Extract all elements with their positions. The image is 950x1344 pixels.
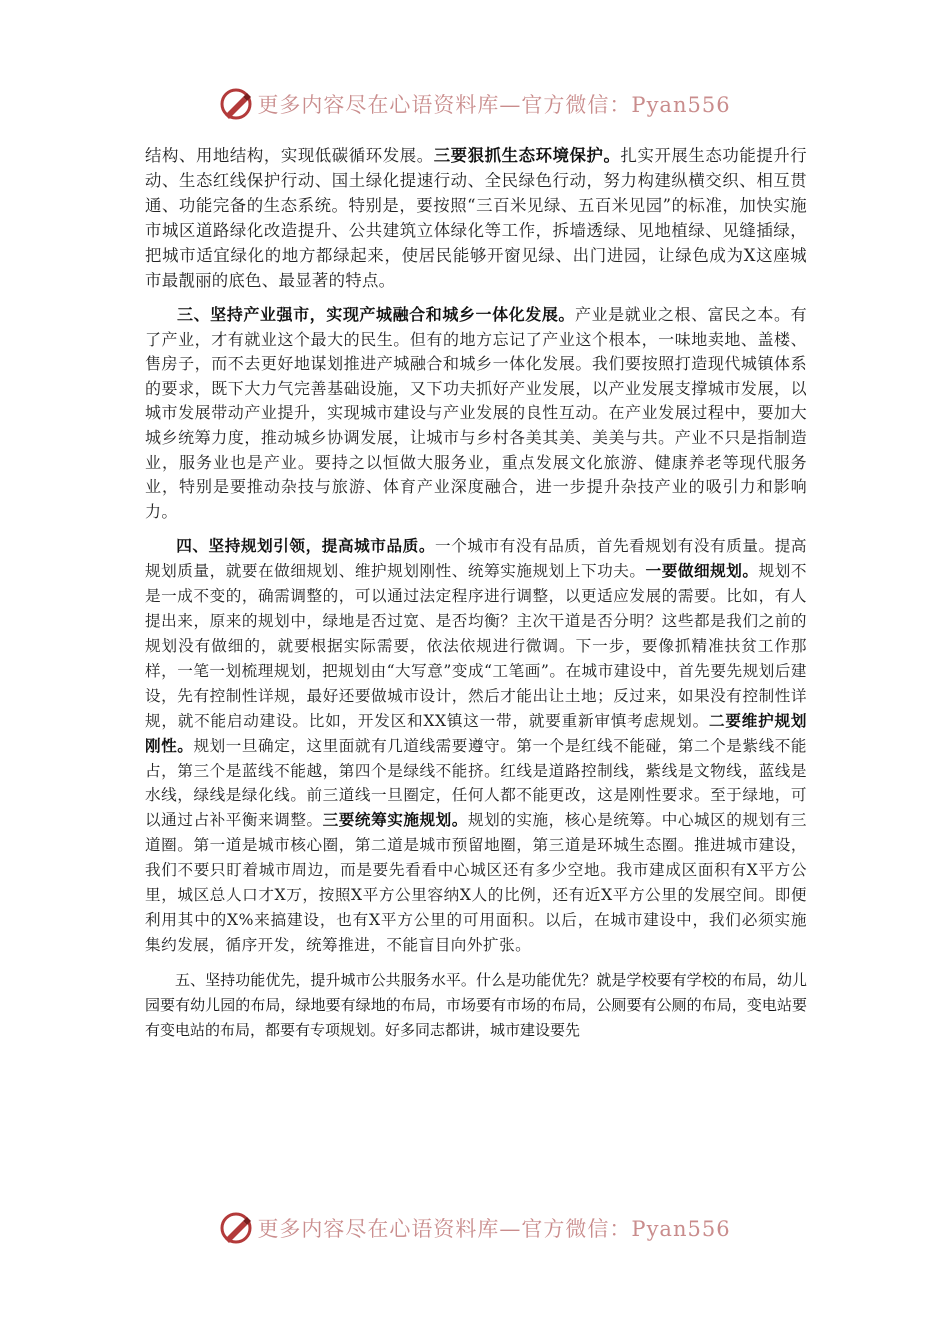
subheading-detail-planning: 一要做细规划。 (645, 561, 759, 581)
paragraph-industry: 三、坚持产业强市，实现产城融合和城乡一体化发展。产业是就业之根、富民之本。有了产业，才有就业这个最大的民生。但有的地方忘记了产业这个根本，一味地卖地、盖楼、售房子，而不去更好地谋划推进产城融合和城乡一体化发展。我们要按照打造现代城镇体系的要求，既下大力气完善基础设施，又下功夫抓好产业发展，以产业发展支撑城市发展，以城市发展带动产业提升，实现城市建设与产业发展的良性互动。在产业发展过程中，要加大城乡统筹力度，推动城乡协调发展，让城市与乡村各美其美、美美与共。产业不只是指制造业，服务业也是产业。要持之以恒做大服务业，重点发展文化旅游、健康养老等现代服务业，特别是要推动杂技与旅游、体育产业深度融合，进一步提升杂技产业的吸引力和影响力。 (145, 305, 807, 521)
article-body (145, 143, 807, 1043)
paragraph-planning: 四、坚持规划引领，提高城市品质。一个城市有没有品质，首先看规划有没有质量。提高规划质量，就要在做细规划、维护规划刚性、统筹实施规划上下功夫。一要做细规划。规划不是一成不变的，确需调整的，可以通过法定程序进行调整，以更适应发展的需要。比如，有人提出来，原来的规划中，绿地是否过宽、是否均衡？主次干道是否分明？这些都是我们之前的规划没有做细的，就要根据实际需要，依法依规进行微调。下一步，要像抓精准扶贫工作那样，一笔一划梳理规划，把规划由“大写意”变成“工笔画”。在城市建设中，首先要先规划后建设，先有控制性详规，最好还要做城市设计，然后才能出让土地；反过来，如果没有控制性详规，就不能启动建设。比如，开发区和XX镇这一带，就要重新审慎考虑规划。二要维护规划刚性。规划一旦确定，这里面就有几道线需要遵守。第一个是红线不能碰，第二个是紫线不能占，第三个是蓝线不能越，第四个是绿线不能挤。红线是道路控制线，紫线是文物线，蓝线是水线，绿线是绿化线。前三道线一旦圈定，任何人都不能更改，这是刚性要求。至于绿地，可以通过占补平衡来调整。三要统筹实施规划。规划的实施，核心是统筹。中心城区的规划有三道圈。第一道是城市核心圈，第二道是城市预留地圈，第三道是环城生态圈。推进城市建设，我们不要只盯着城市周边，而是要先看看中心城区还有多少空地。我市建成区面积有X平方公里，城区总人口才X万，按照X平方公里容纳X人的比例，还有近X平方公里的发展空间。即便利用其中的X%来搞建设，也有X平方公里的可用面积。以后，在城市建设中，我们必须实施集约发展，循序开发，统筹推进，不能盲目向外扩张。 (145, 536, 807, 954)
footer-banner (0, 1208, 950, 1248)
pen-logo-icon (219, 87, 253, 121)
subheading-plan-implementation: 三要统筹实施规划。 (322, 810, 468, 830)
heading-planning: 四、坚持规划引领，提高城市品质。 (176, 536, 436, 556)
heading-ecology: 三要狠抓生态环境保护。 (433, 146, 621, 165)
heading-industry: 三、坚持产业强市，实现产城融合和城乡一体化发展。 (177, 305, 575, 324)
header-banner (0, 84, 950, 124)
paragraph-ecology: 结构、用地结构，实现低碳循环发展。三要狠抓生态环境保护。扎实开展生态功能提升行动、生态红线保护行动、国土绿化提速行动、全民绿色行动，努力构建纵横交织、相互贯通、功能完备的生态系统。特别是，要按照“三百米见绿、五百米见园”的标准，加快实施市城区道路绿化改造提升、公共建筑立体绿化等工作，拆墙透绿、见地植绿、见缝插绿，把城市适宜绿化的地方都绿起来，使居民能够开窗见绿、出门进园，让绿色成为X这座城市最靓丽的底色、最显著的特点。 (145, 146, 807, 290)
subheading-plan-rigidity: 二要维护规划刚性。 (145, 710, 807, 755)
banner-text: 更多内容尽在心语资料库—官方微信：Pyan556 (257, 1217, 731, 1241)
banner-text: 更多内容尽在心语资料库—官方微信：Pyan556 (257, 93, 731, 117)
pen-logo-icon (219, 1211, 253, 1245)
paragraph-function: 五、坚持功能优先，提升城市公共服务水平。什么是功能优先？就是学校要有学校的布局，幼儿园要有幼儿园的布局，绿地要有绿地的布局，市场要有市场的布局，公厕要有公厕的布局，变电站要有变电站的布局，都要有专项规划。好多同志都讲，城市建设要先 (145, 970, 807, 1039)
